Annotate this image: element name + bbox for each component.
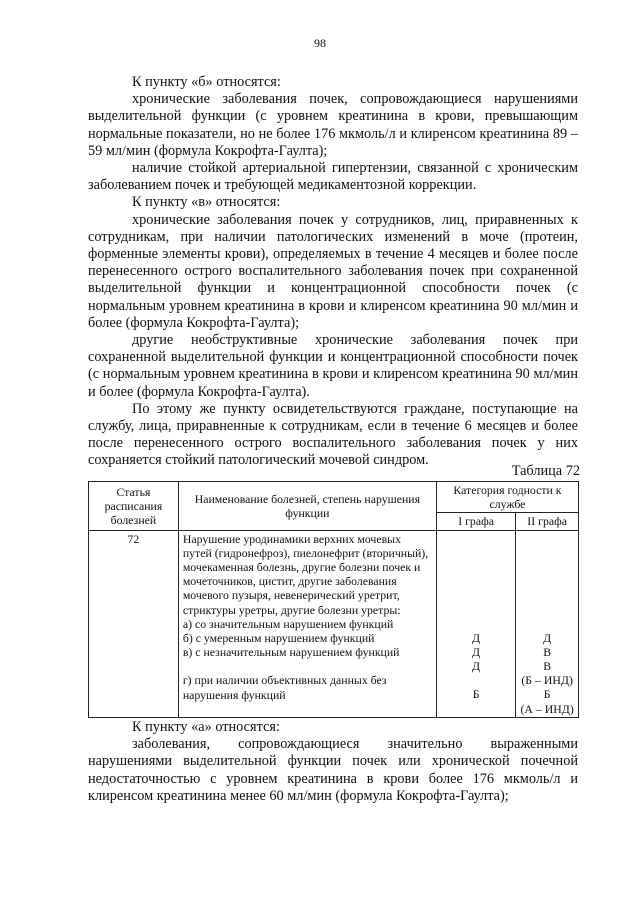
- paragraph: хронические заболевания почек, сопровождающиеся нарушениями выделительной функции (с уровнем креатинина в крови, превышающим нормальные показатели, но не более 176 мкмоль/л и клиренсом креатинина 89 – 59 мл/мин (формула Кокрофта-Гаулта);: [88, 91, 578, 159]
- paragraph: наличие стойкой артериальной гипертензии, связанной с хроническим заболеванием почек и требующей медикаментозной коррекции.: [88, 160, 578, 194]
- disease-description: Нарушение уродинамики верхних мочевых путей (гидронефроз), пиелонефрит (вторичный), мочекаменная болезнь, другие болезни почек и мочеточников, цистит, другие заболевания мочевого пузыря, невенерический уретрит, стриктуры уретры, другие болезни уретры:: [182, 531, 429, 617]
- paragraph: заболевания, сопровождающиеся значительно выраженными нарушениями выделительной функции почек или хронической почечной недостаточностью с уровнем креатинина в крови более 176 мкмоль/л и клиренсом креатинина менее 60 мл/мин (формула Кокрофта-Гаулта);: [88, 736, 578, 804]
- paragraph: К пункту «в» относятся:: [132, 194, 281, 211]
- grade-a-g1: Д: [472, 630, 481, 645]
- header-graph-1: I графа: [436, 513, 515, 530]
- condition-b: б) с умеренным нарушением функций: [182, 631, 375, 646]
- grade-b-g1: Д: [472, 644, 481, 659]
- graph-1-cell: [436, 530, 515, 717]
- grade-c-g2-extra: (Б – ИНД): [521, 673, 573, 688]
- paragraph: По этому же пункту освидетельствуются граждане, поступающие на службу, лица, приравненные к сотрудникам, если в течение 6 месяцев и более после перенесенного острого воспалительного заболевания почек у них сохраняется стойкий патологический мочевой синдром.: [88, 400, 578, 469]
- table-row: [89, 530, 579, 717]
- paragraph: хронические заболевания почек у сотрудников, лиц, приравненных к сотрудникам, при наличии патологических изменений в моче (протеин, форменные элементы крови), определяемых в течение 4 месяцев и более после перенесенного острого воспалительного заболевания почек при сохраненной выделительной функции и концентрационной способности почек (с нормальным уровнем креатинина в крови и клиренсом креатинина 90 мл/мин и более (формула Кокрофта-Гаулта);: [88, 211, 578, 331]
- grade-d-g2: Б: [543, 687, 551, 702]
- paragraph: другие необструктивные хронические заболевания почек при сохраненной выделительной функции и концентрационной способности почек (с нормальным уровнем креатинина в крови и клиренсом креатинина 90 мл/мин и более (формула Кокрофта-Гаулта).: [88, 332, 578, 400]
- paragraph: К пункту «б» относятся:: [132, 74, 281, 90]
- disease-description-cell: [178, 530, 436, 717]
- spacer: [183, 659, 432, 673]
- spacer: [520, 532, 574, 631]
- disease-table: [88, 481, 579, 718]
- header-article: Статья расписания болезней: [89, 482, 179, 531]
- grade-d-g1: Б: [472, 687, 480, 702]
- header-graph-2: II графа: [516, 513, 579, 530]
- grade-c-g1: Д: [472, 659, 481, 674]
- paragraph: К пункту «а» относятся:: [132, 719, 280, 735]
- grade-c-g2: В: [543, 659, 552, 674]
- condition-d: г) при наличии объективных данных без нарушения функций: [182, 673, 387, 702]
- table-caption: Таблица 72: [511, 463, 580, 479]
- condition-a: а) со значительным нарушением функций: [182, 616, 394, 631]
- footer-text: [88, 719, 578, 805]
- grade-d-g2-extra: (А – ИНД): [520, 701, 574, 716]
- spacer: [441, 673, 511, 687]
- header-disease-name: Наименование болезней, степень нарушения функции: [178, 482, 436, 531]
- grade-a-g2: Д: [543, 630, 552, 645]
- body-text: [88, 74, 578, 470]
- condition-c: в) с незначительным нарушением функций: [182, 645, 400, 660]
- graph-2-cell: [516, 530, 579, 717]
- article-number: 72: [89, 530, 179, 717]
- spacer: [441, 532, 511, 631]
- page-number: 98: [314, 36, 326, 50]
- header-fitness-category: Категория годности к службе: [436, 482, 578, 513]
- grade-b-g2: В: [543, 644, 552, 659]
